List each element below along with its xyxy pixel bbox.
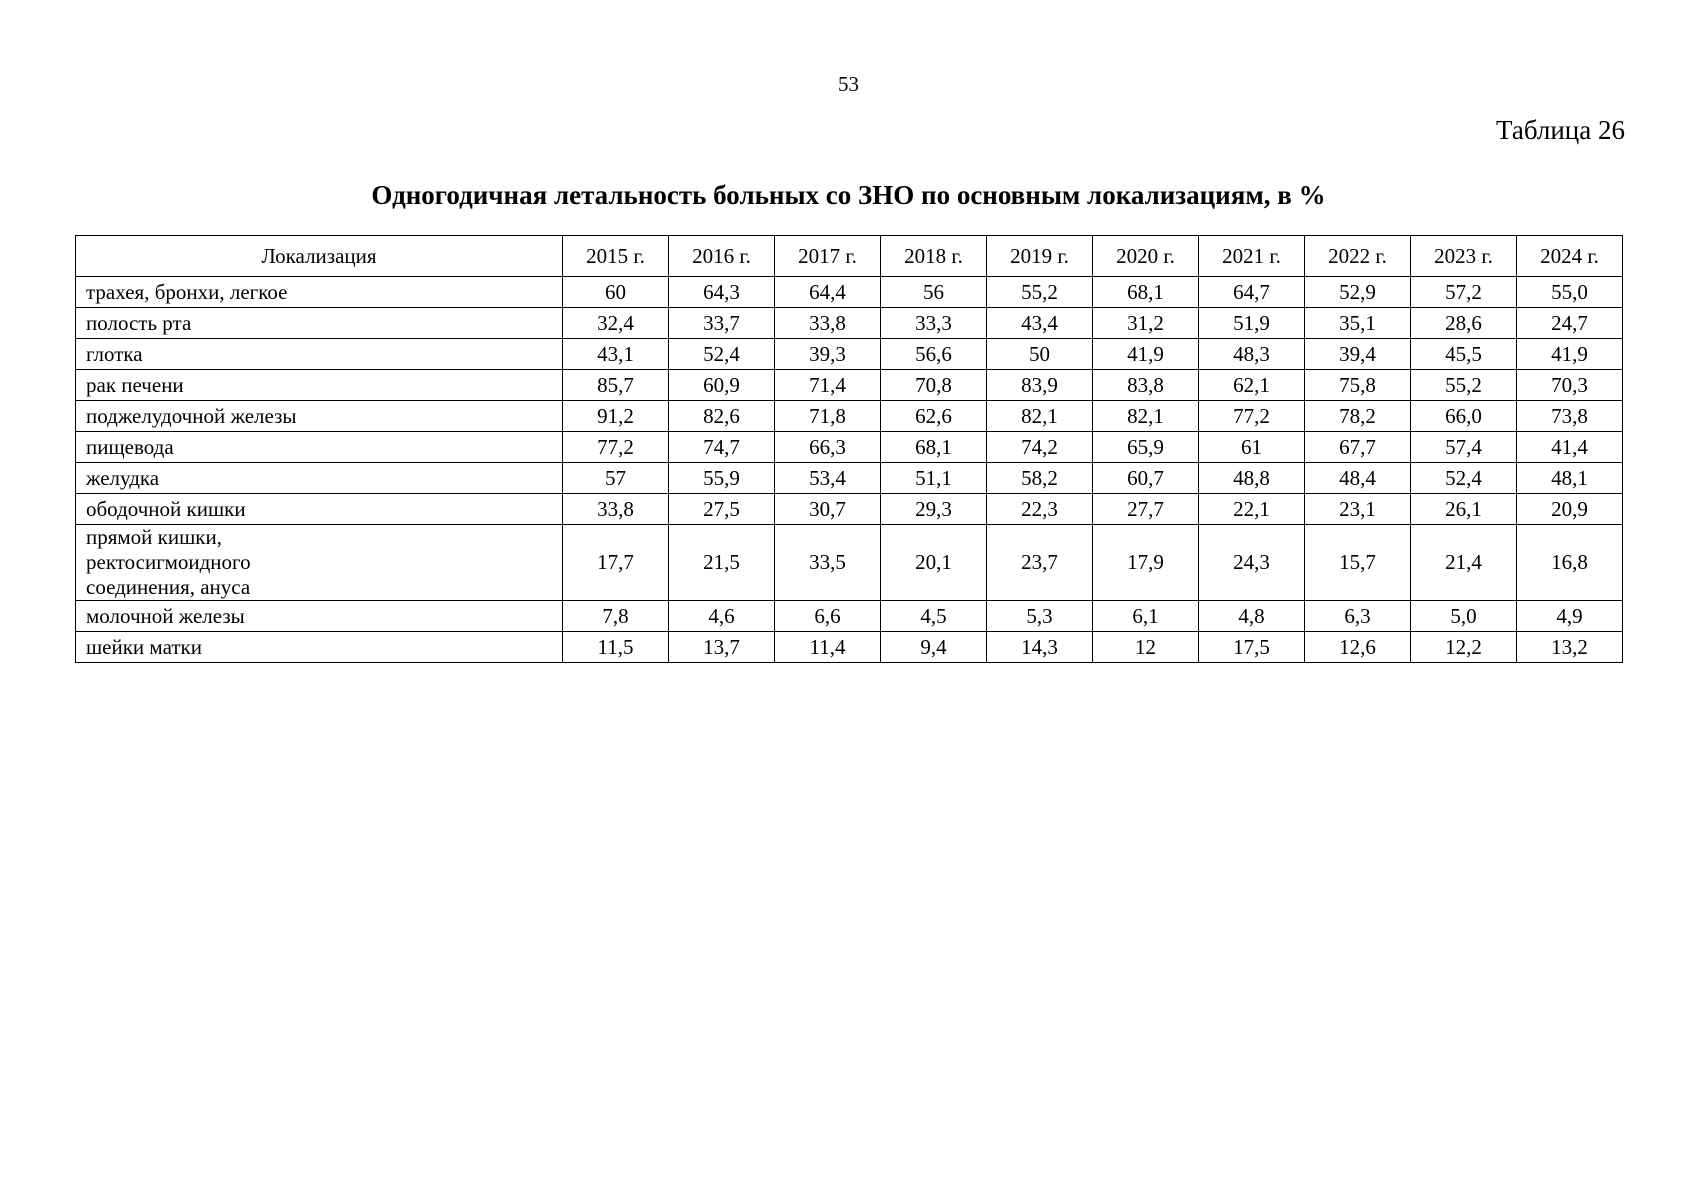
table-cell: 41,4: [1517, 432, 1623, 463]
column-header-localization: Локализация: [76, 236, 563, 277]
table-caption: Таблица 26: [1496, 115, 1625, 145]
table-cell: 75,8: [1305, 370, 1411, 401]
table-cell: 16,8: [1517, 525, 1623, 601]
table-cell: 43,1: [563, 339, 669, 370]
table-cell: 27,5: [669, 494, 775, 525]
table-cell: 60,7: [1093, 463, 1199, 494]
column-header-year: 2020 г.: [1093, 236, 1199, 277]
table-cell: 6,6: [775, 601, 881, 632]
table-cell: 41,9: [1093, 339, 1199, 370]
table-row: [76, 370, 1623, 401]
table-cell: 12,6: [1305, 632, 1411, 663]
table-row: [76, 401, 1623, 432]
table-cell: 66,0: [1411, 401, 1517, 432]
column-header-year: 2019 г.: [987, 236, 1093, 277]
table-row: [76, 277, 1623, 308]
table-cell: 77,2: [1199, 401, 1305, 432]
table-cell: 33,3: [881, 308, 987, 339]
table-cell: 22,1: [1199, 494, 1305, 525]
table-cell: 55,9: [669, 463, 775, 494]
table-cell: 56: [881, 277, 987, 308]
table-cell: 11,4: [775, 632, 881, 663]
table-cell: 13,2: [1517, 632, 1623, 663]
table-cell: 60: [563, 277, 669, 308]
table-cell: 20,9: [1517, 494, 1623, 525]
table-cell: 73,8: [1517, 401, 1623, 432]
table-cell: 28,6: [1411, 308, 1517, 339]
row-label: шейки матки: [76, 632, 563, 663]
table-cell: 53,4: [775, 463, 881, 494]
table-cell: 14,3: [987, 632, 1093, 663]
row-label: ободочной кишки: [76, 494, 563, 525]
table-cell: 51,9: [1199, 308, 1305, 339]
table-cell: 48,4: [1305, 463, 1411, 494]
table-cell: 33,7: [669, 308, 775, 339]
table-cell: 55,2: [987, 277, 1093, 308]
table-cell: 22,3: [987, 494, 1093, 525]
table-cell: 26,1: [1411, 494, 1517, 525]
table-cell: 48,1: [1517, 463, 1623, 494]
table-cell: 6,1: [1093, 601, 1199, 632]
table-cell: 55,0: [1517, 277, 1623, 308]
table-title: Одногодичная летальность больных со ЗНО по основным локализациям, в %: [371, 180, 1326, 210]
column-header-year: 2016 г.: [669, 236, 775, 277]
table-cell: 65,9: [1093, 432, 1199, 463]
column-header-year: 2017 г.: [775, 236, 881, 277]
table-cell: 15,7: [1305, 525, 1411, 601]
row-label: молочной железы: [76, 601, 563, 632]
table-cell: 82,1: [987, 401, 1093, 432]
table-cell: 58,2: [987, 463, 1093, 494]
table-cell: 91,2: [563, 401, 669, 432]
table-cell: 45,5: [1411, 339, 1517, 370]
table-cell: 48,3: [1199, 339, 1305, 370]
table-cell: 52,4: [669, 339, 775, 370]
row-label: глотка: [76, 339, 563, 370]
table-cell: 62,6: [881, 401, 987, 432]
table-cell: 41,9: [1517, 339, 1623, 370]
column-header-year: 2021 г.: [1199, 236, 1305, 277]
table-cell: 83,8: [1093, 370, 1199, 401]
table-cell: 51,1: [881, 463, 987, 494]
table-cell: 57,4: [1411, 432, 1517, 463]
header-row: [76, 236, 1623, 277]
table-cell: 83,9: [987, 370, 1093, 401]
table-cell: 6,3: [1305, 601, 1411, 632]
table-cell: 5,3: [987, 601, 1093, 632]
row-label: рак печени: [76, 370, 563, 401]
table-cell: 5,0: [1411, 601, 1517, 632]
table-cell: 70,3: [1517, 370, 1623, 401]
table-cell: 12: [1093, 632, 1199, 663]
table-cell: 43,4: [987, 308, 1093, 339]
row-label: трахея, бронхи, легкое: [76, 277, 563, 308]
table-cell: 50: [987, 339, 1093, 370]
table-row: [76, 339, 1623, 370]
row-label: пищевода: [76, 432, 563, 463]
column-header-year: 2024 г.: [1517, 236, 1623, 277]
table-cell: 4,8: [1199, 601, 1305, 632]
table-body: [76, 277, 1623, 663]
table-cell: 56,6: [881, 339, 987, 370]
table-cell: 24,7: [1517, 308, 1623, 339]
table-cell: 71,8: [775, 401, 881, 432]
page-number: 53: [838, 72, 859, 96]
row-label: полость рта: [76, 308, 563, 339]
table-cell: 17,5: [1199, 632, 1305, 663]
table-cell: 78,2: [1305, 401, 1411, 432]
table-cell: 82,1: [1093, 401, 1199, 432]
table-cell: 21,5: [669, 525, 775, 601]
table-row: [76, 463, 1623, 494]
table-cell: 33,8: [775, 308, 881, 339]
table-cell: 35,1: [1305, 308, 1411, 339]
table-cell: 64,7: [1199, 277, 1305, 308]
row-label: прямой кишки, ректосигмоидного соединения, ануса: [76, 525, 563, 601]
table-cell: 9,4: [881, 632, 987, 663]
table-cell: 67,7: [1305, 432, 1411, 463]
column-header-year: 2015 г.: [563, 236, 669, 277]
table-cell: 30,7: [775, 494, 881, 525]
table-cell: 33,8: [563, 494, 669, 525]
table-row: [76, 432, 1623, 463]
table-cell: 17,7: [563, 525, 669, 601]
table-cell: 57,2: [1411, 277, 1517, 308]
table-cell: 4,6: [669, 601, 775, 632]
table-cell: 74,2: [987, 432, 1093, 463]
table-cell: 23,1: [1305, 494, 1411, 525]
table-cell: 52,4: [1411, 463, 1517, 494]
table-cell: 4,9: [1517, 601, 1623, 632]
table-cell: 64,4: [775, 277, 881, 308]
row-label: желудка: [76, 463, 563, 494]
mortality-table: [75, 235, 1623, 663]
table-cell: 21,4: [1411, 525, 1517, 601]
table-cell: 57: [563, 463, 669, 494]
table-cell: 27,7: [1093, 494, 1199, 525]
table-cell: 33,5: [775, 525, 881, 601]
table-cell: 48,8: [1199, 463, 1305, 494]
table-cell: 39,3: [775, 339, 881, 370]
table-cell: 13,7: [669, 632, 775, 663]
table-cell: 64,3: [669, 277, 775, 308]
table-cell: 29,3: [881, 494, 987, 525]
table-cell: 68,1: [1093, 277, 1199, 308]
row-label: поджелудочной железы: [76, 401, 563, 432]
table-row: [76, 494, 1623, 525]
table-cell: 71,4: [775, 370, 881, 401]
table-cell: 55,2: [1411, 370, 1517, 401]
table-cell: 31,2: [1093, 308, 1199, 339]
table-cell: 11,5: [563, 632, 669, 663]
table-row: [76, 632, 1623, 663]
table-cell: 60,9: [669, 370, 775, 401]
table-cell: 24,3: [1199, 525, 1305, 601]
table-cell: 4,5: [881, 601, 987, 632]
column-header-year: 2022 г.: [1305, 236, 1411, 277]
column-header-year: 2023 г.: [1411, 236, 1517, 277]
table-cell: 20,1: [881, 525, 987, 601]
table-cell: 66,3: [775, 432, 881, 463]
table-row: [76, 525, 1623, 601]
table-cell: 82,6: [669, 401, 775, 432]
table-cell: 12,2: [1411, 632, 1517, 663]
table-cell: 7,8: [563, 601, 669, 632]
table-cell: 68,1: [881, 432, 987, 463]
table-cell: 62,1: [1199, 370, 1305, 401]
table-cell: 17,9: [1093, 525, 1199, 601]
table-cell: 39,4: [1305, 339, 1411, 370]
table-cell: 52,9: [1305, 277, 1411, 308]
table-cell: 77,2: [563, 432, 669, 463]
table-cell: 85,7: [563, 370, 669, 401]
table-cell: 23,7: [987, 525, 1093, 601]
table-row: [76, 601, 1623, 632]
table-cell: 74,7: [669, 432, 775, 463]
table-row: [76, 308, 1623, 339]
column-header-year: 2018 г.: [881, 236, 987, 277]
table-cell: 32,4: [563, 308, 669, 339]
table-cell: 61: [1199, 432, 1305, 463]
table-cell: 70,8: [881, 370, 987, 401]
